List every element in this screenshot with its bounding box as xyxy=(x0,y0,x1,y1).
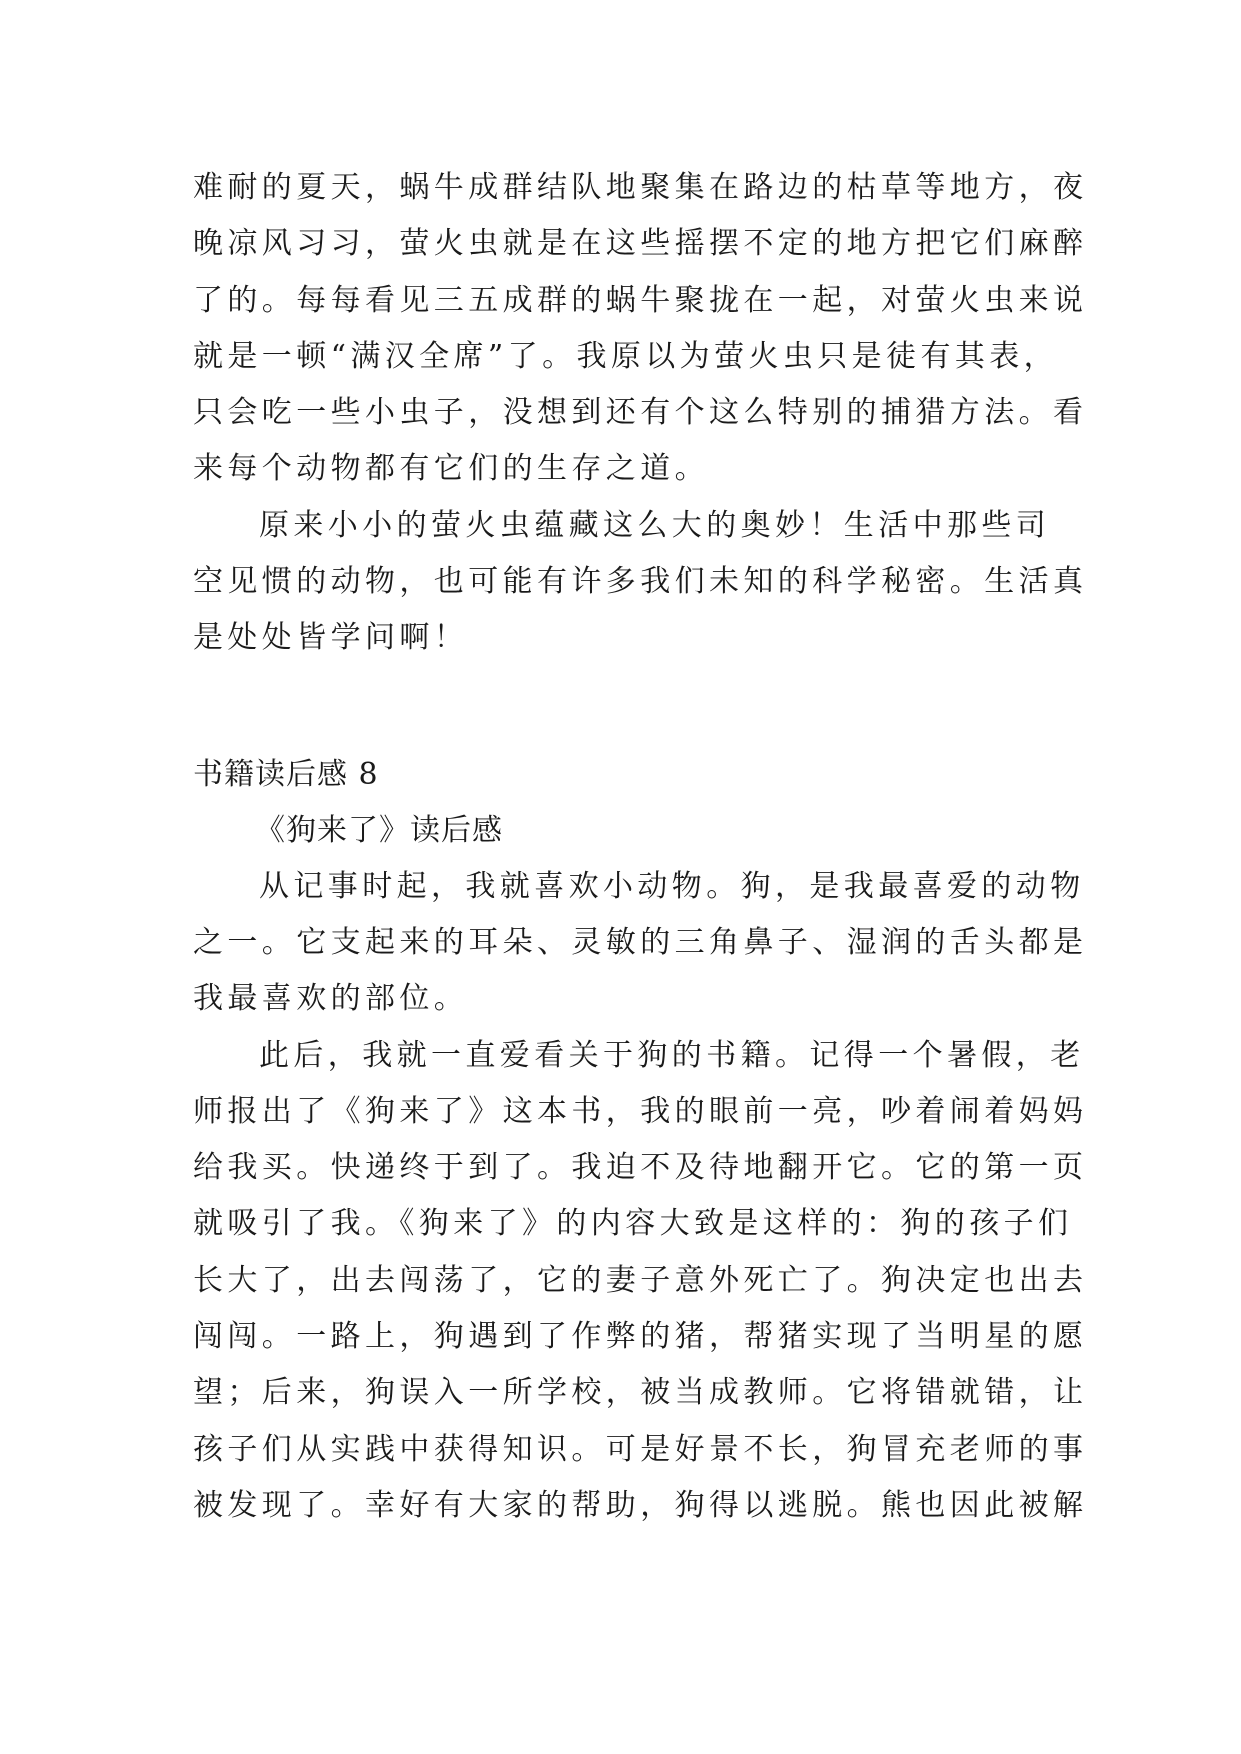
text-line: 原来小小的萤火虫蕴藏这么大的奥妙！生活中那些司 xyxy=(259,507,1051,543)
text-line: 师报出了《狗来了》这本书，我的眼前一亮，吵着闹着妈妈 xyxy=(193,1093,1088,1129)
text-line: 望；后来，狗误入一所学校，被当成教师。它将错就错，让 xyxy=(193,1375,1088,1411)
text-line: 晚凉风习习，萤火虫就是在这些摇摆不定的地方把它们麻醉 xyxy=(193,226,1088,262)
essay-title: 《狗来了》读后感 xyxy=(255,812,503,848)
text-line: 从记事时起，我就喜欢小动物。狗，是我最喜爱的动物 xyxy=(259,868,1085,904)
text-line: 长大了，出去闯荡了，它的妻子意外死亡了。狗决定也出去 xyxy=(193,1262,1088,1298)
section-spacer xyxy=(193,667,1063,747)
text-line: 此后，我就一直爱看关于狗的书籍。记得一个暑假，老 xyxy=(259,1037,1085,1073)
text-line: 就吸引了我。《狗来了》的内容大致是这样的：狗的孩子们 xyxy=(193,1206,1073,1242)
text-line: 给我买。快递终于到了。我迫不及待地翻开它。它的第一页 xyxy=(193,1150,1088,1186)
text-line: 就是一顿“满汉全席”了。我原以为萤火虫只是徒有其表， xyxy=(193,338,1059,374)
text-line: 来每个动物都有它们的生存之道。 xyxy=(193,451,709,487)
paragraph-intro xyxy=(193,859,1088,1028)
text-line: 孩子们从实践中获得知识。可是好景不长，狗冒充老师的事 xyxy=(193,1431,1088,1467)
paragraph-continued xyxy=(193,160,1088,498)
paragraph-conclusion xyxy=(193,498,1088,667)
text-line: 我最喜欢的部位。 xyxy=(193,981,469,1017)
paragraph-story xyxy=(193,1028,1088,1535)
text-line: 是处处皆学问啊！ xyxy=(193,620,469,656)
text-line: 之一。它支起来的耳朵、灵敏的三角鼻子、湿润的舌头都是 xyxy=(193,924,1088,960)
text-line: 空见惯的动物，也可能有许多我们未知的科学秘密。生活真 xyxy=(193,564,1088,600)
text-line: 闯闯。一路上，狗遇到了作弊的猪，帮猪实现了当明星的愿 xyxy=(193,1319,1088,1355)
text-line: 被发现了。幸好有大家的帮助，狗得以逃脱。熊也因此被解 xyxy=(193,1487,1088,1523)
section-heading: 书籍读后感 8 xyxy=(193,756,379,792)
document-page xyxy=(193,160,1088,1534)
text-line: 难耐的夏天，蜗牛成群结队地聚集在路边的枯草等地方，夜 xyxy=(193,170,1088,205)
text-line: 只会吃一些小虫子，没想到还有个这么特别的捕猎方法。看 xyxy=(193,395,1088,431)
text-line: 了的。每每看见三五成群的蜗牛聚拢在一起，对萤火虫来说 xyxy=(193,282,1088,318)
